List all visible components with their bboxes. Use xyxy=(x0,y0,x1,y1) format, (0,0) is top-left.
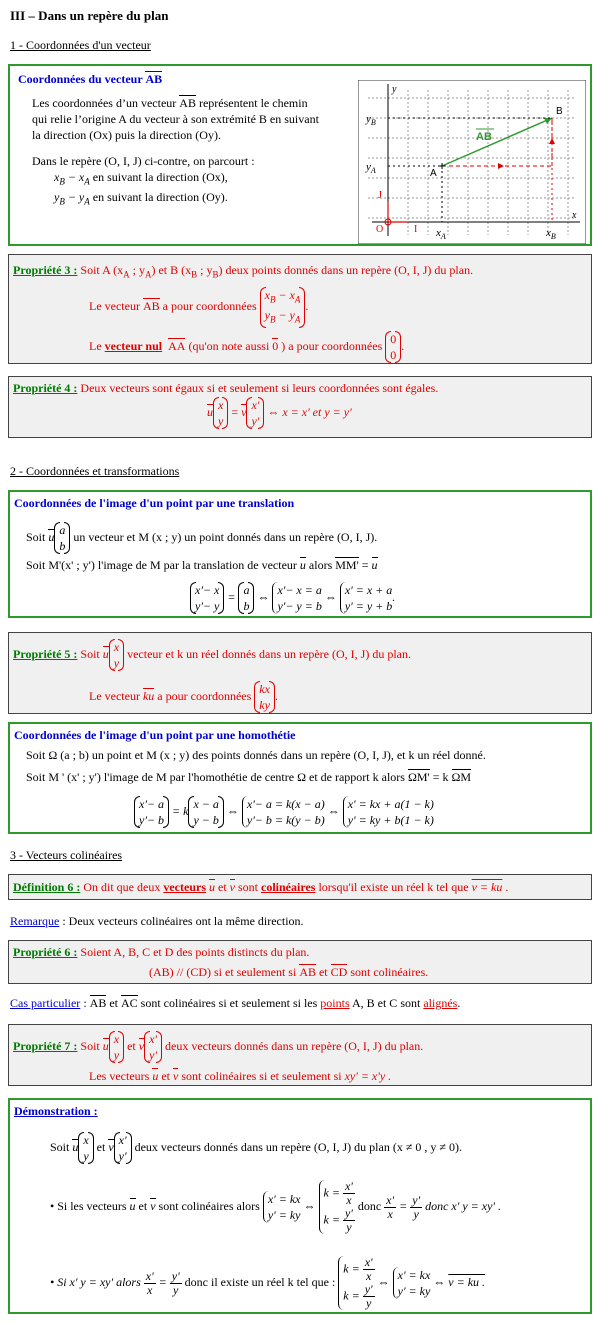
section-heading: 3 - Vecteurs colinéaires xyxy=(10,848,123,862)
xA-label: $x_A$ xyxy=(436,227,446,241)
section-heading: 1 - Coordonnées d'un vecteur xyxy=(10,38,151,52)
special-case-line: Cas particulier : AB et AC sont colinéaires si et seulement si les points A, B et C sont alignés. xyxy=(10,996,461,1010)
box-heading: Démonstration : xyxy=(14,1104,98,1118)
coordinate-graph xyxy=(358,80,586,244)
yA-label: $y_A$ xyxy=(366,161,376,175)
o-label: O xyxy=(376,224,384,235)
point-b-label: B xyxy=(556,106,563,117)
translation-formula: x'− x y'− y = a b ⇔ x'− x = a y'− y = b ⇔ x' = x + a y' = y + b . xyxy=(190,582,395,614)
box-text: $y_B - y_A$ en suivant la direction (Oy). xyxy=(54,190,228,207)
x-axis-label: x xyxy=(572,210,577,221)
box-text: qui relie l’origine A du vecteur à son extrémité B en suivant xyxy=(32,112,319,126)
property-4-box xyxy=(8,376,592,438)
box-text: $x_B - x_A$ en suivant la direction (Ox), xyxy=(54,170,228,187)
property-5-line: Le vecteur ku a pour coordonnées kx ky . xyxy=(89,682,278,712)
i-label: I xyxy=(414,224,418,235)
property-3-line: Propriété 3 : Soit A ($x_A$ ; $y_A$) et B ($x_B$ ; $y_B$) deux points donnés dans un repère (O, I, J) du plan. xyxy=(13,263,474,280)
property-6-box xyxy=(8,940,592,984)
property-7-box xyxy=(8,1024,592,1086)
property-3-line: Le vecteur AB a pour coordonnées $x_B - x_A$ $y_B - y_A$ . xyxy=(89,287,308,328)
j-label: J xyxy=(378,190,382,201)
property-7-line: Propriété 7 : Soit u x y et v x' y' deux vecteurs donnés dans un repère (O, I, J) du plan. xyxy=(13,1032,424,1062)
homothety-formula: x'− a y'− b = k x − a y − b ⇔ x'− a = k(x − a) y'− b = k(y − b) ⇔ x' = kx + a(1 − k) y' = ky + b(1 − k) xyxy=(134,796,434,828)
property-4-line: Propriété 4 : Deux vecteurs sont égaux si et seulement si leurs coordonnées sont égales. xyxy=(13,381,439,395)
page-title: III – Dans un repère du plan xyxy=(10,8,169,23)
property-3-box xyxy=(8,254,592,364)
definition-6-line: Définition 6 : On dit que deux vecteurs u et v sont colinéaires lorsqu'il existe un réel k tel que v = ku . xyxy=(13,880,509,894)
zero-column: 0 0 xyxy=(385,331,401,363)
translation-box xyxy=(8,490,592,618)
demonstration-box xyxy=(8,1098,592,1314)
section-heading: 2 - Coordonnées et transformations xyxy=(10,464,180,478)
vector-coordinates-box xyxy=(8,64,592,246)
demo-line: Soit u x y et v x' y' deux vecteurs donnés dans un repère (O, I, J) du plan (x ≠ 0 , y ≠ 0). xyxy=(50,1133,462,1163)
y-axis-label: y xyxy=(392,84,397,95)
translation-line: Soit M'(x' ; y') l'image de M par la translation de vecteur u alors MM' = u xyxy=(26,558,378,572)
xB-label: $x_B$ xyxy=(546,227,556,241)
homothety-box xyxy=(8,722,592,834)
point-a-label: A xyxy=(430,168,437,179)
box-text: Dans le repère (O, I, J) ci-contre, on parcourt : xyxy=(32,154,255,168)
remark-line: Remarque : Deux vecteurs colinéaires ont la même direction. xyxy=(10,914,304,928)
property-5-box xyxy=(8,632,592,714)
yB-label: $y_B$ xyxy=(366,113,376,127)
property-6-line: (AB) // (CD) si et seulement si AB et CD sont colinéaires. xyxy=(149,965,429,979)
property-5-line: Propriété 5 : Soit u x y vecteur et k un réel donnés dans un repère (O, I, J) du plan. xyxy=(13,640,411,670)
box-heading: Coordonnées du vecteur AB xyxy=(18,72,163,86)
property-7-line: Les vecteurs u et v sont colinéaires si et seulement si xy' = x'y . xyxy=(89,1069,392,1083)
property-6-line: Propriété 6 : Soient A, B, C et D des points distincts du plan. xyxy=(13,945,310,959)
coordinates-column: $x_B - x_A$ $y_B - y_A$ xyxy=(260,287,306,328)
box-heading: Coordonnées de l'image d'un point par une homothétie xyxy=(14,728,296,742)
vector-ab-label: AB xyxy=(476,131,492,143)
property-4-formula: u x y = v x' y' ⇔ x = x' et y = y' xyxy=(207,398,352,428)
box-text: Les coordonnées d’un vecteur AB représentent le chemin xyxy=(32,96,308,110)
demo-line: • Si les vecteurs u et v sont colinéaires alors x' = kx y' = ky ⇔ k = $\frac{x'}{x}$ k = $\frac{y'}{y}$ donc $\frac{x'}{x}$ = $\frac{y'}{y}$ donc x' y = xy' . xyxy=(50,1179,501,1234)
box-text: la direction (Ox) puis la direction (Oy). xyxy=(32,128,221,142)
demo-line: • Si x' y = xy' alors $\frac{x'}{x}$ = $\frac{y'}{y}$ donc il existe un réel k tel que : k = $\frac{x'}{x}$ k = $\frac{y'}{y}$ ⇔ x' = kx y' = ky ⇔ v = ku . xyxy=(50,1255,486,1310)
property-3-line: Le vecteur nul AA (qu'on note aussi 0 ) a pour coordonnées 0 0 . xyxy=(89,332,405,362)
definition-6-box xyxy=(8,874,592,900)
box-heading: Coordonnées de l'image d'un point par une translation xyxy=(14,496,295,510)
homothety-line: Soit M ' (x' ; y') l'image de M par l'homothétie de centre Ω et de rapport k alors ΩM' = k ΩM xyxy=(26,770,472,784)
homothety-line: Soit Ω (a ; b) un point et M (x ; y) des points donnés dans un repère (O, I, J), et k un réel donné. xyxy=(26,748,486,762)
translation-line: Soit u a b un vecteur et M (x ; y) un point donnés dans un repère (O, I, J). xyxy=(26,523,378,553)
